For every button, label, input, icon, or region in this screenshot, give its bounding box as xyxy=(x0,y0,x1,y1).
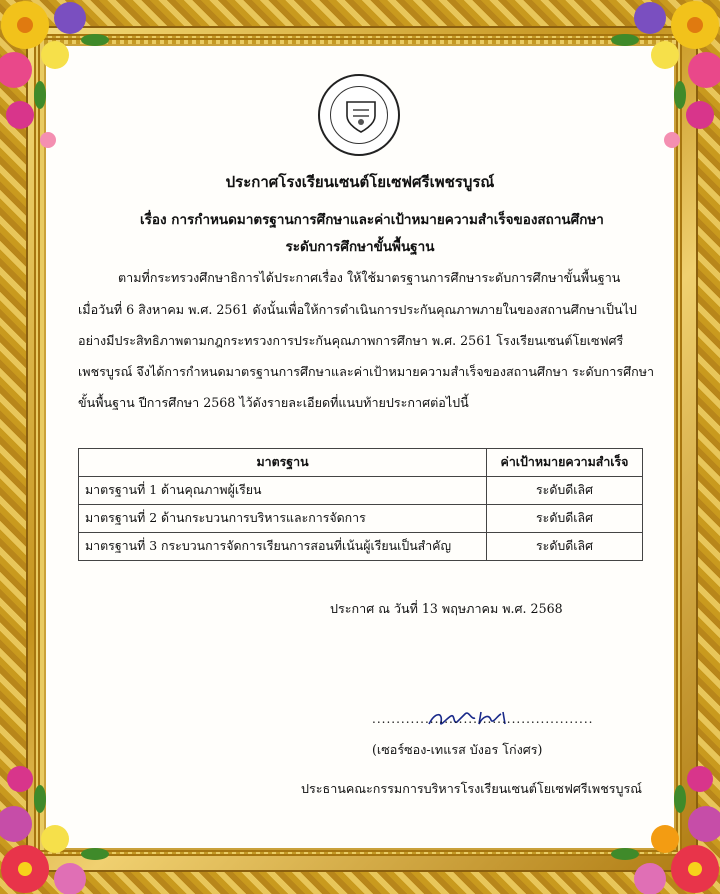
column-header-target: ค่าเป้าหมายความสำเร็จ xyxy=(487,449,643,477)
standard-cell: มาตรฐานที่ 2 ด้านกระบวนการบริหารและการจัดการ xyxy=(79,505,487,533)
body-paragraph-line: เมื่อวันที่ 6 สิงหาคม พ.ศ. 2561 ดังนั้นเพื่อให้การดำเนินการประกันคุณภาพภายในของสถานศึกษาเป็นไป xyxy=(78,302,637,317)
standards-table xyxy=(78,448,643,561)
table-row xyxy=(79,533,643,561)
standard-cell: มาตรฐานที่ 3 กระบวนการจัดการเรียนการสอนที่เน้นผู้เรียนเป็นสำคัญ xyxy=(79,533,487,561)
target-cell: ระดับดีเลิศ xyxy=(487,477,643,505)
subject-line: เรื่อง การกำหนดมาตรฐานการศึกษาและค่าเป้าหมายความสำเร็จของสถานศึกษา xyxy=(140,212,604,228)
signer-name: (เซอร์ซอง-เทแรส บังอร โก่งศร) xyxy=(372,742,543,757)
body-paragraph-line: ตามที่กระทรวงศึกษาธิการได้ประกาศเรื่อง ให้ใช้มาตรฐานการศึกษาระดับการศึกษาขั้นพื้นฐาน xyxy=(118,270,621,285)
table-row xyxy=(79,505,643,533)
table-row xyxy=(79,477,643,505)
announcement-date: ประกาศ ณ วันที่ 13 พฤษภาคม พ.ศ. 2568 xyxy=(330,601,563,616)
target-cell: ระดับดีเลิศ xyxy=(487,533,643,561)
school-seal-logo xyxy=(318,74,400,156)
column-header-standard: มาตรฐาน xyxy=(79,449,487,477)
body-paragraph-line: เพชรบูรณ์ จึงได้การกำหนดมาตรฐานการศึกษาและค่าเป้าหมายความสำเร็จของสถานศึกษา ระดับการศึกษา xyxy=(78,364,655,379)
shield-icon xyxy=(344,98,378,134)
target-cell: ระดับดีเลิศ xyxy=(487,505,643,533)
body-paragraph-line: ขั้นพื้นฐาน ปีการศึกษา 2568 ไว้ดังรายละเอียดที่แนบท้ายประกาศต่อไปนี้ xyxy=(78,395,469,410)
table-header-row xyxy=(79,449,643,477)
page-title: ประกาศโรงเรียนเซนต์โยเซฟศรีเพชรบูรณ์ xyxy=(225,173,495,191)
body-paragraph-line: อย่างมีประสิทธิภาพตามกฎกระทรวงการประกันคุณภาพการศึกษา พ.ศ. 2561 โรงเรียนเซนต์โยเซฟศรี xyxy=(78,333,624,348)
standard-cell: มาตรฐานที่ 1 ด้านคุณภาพผู้เรียน xyxy=(79,477,487,505)
signature-line: .............................................. xyxy=(372,712,594,726)
subject-line-continued: ระดับการศึกษาขั้นพื้นฐาน xyxy=(285,239,435,255)
signer-position: ประธานคณะกรรมการบริหารโรงเรียนเซนต์โยเซฟศรีเพชรบูรณ์ xyxy=(301,781,642,796)
